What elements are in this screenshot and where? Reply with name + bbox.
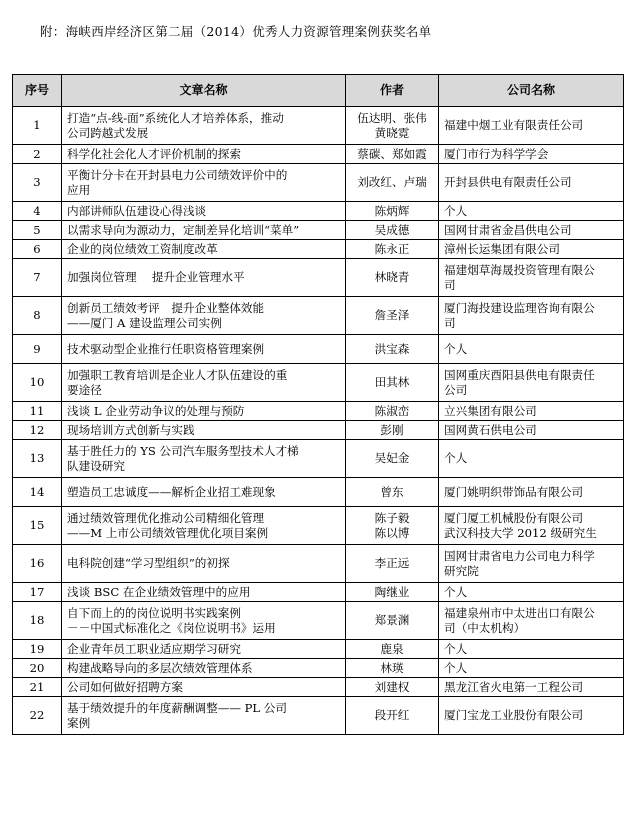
- cell-author: [346, 440, 439, 478]
- cell-index: 4: [13, 202, 62, 221]
- cell-title: [62, 145, 346, 164]
- cell-index: 3: [13, 164, 62, 202]
- title-line: ——厦门 A 建设监理公司实例: [67, 315, 222, 330]
- cell-company: [439, 545, 624, 583]
- author-line: 鹿泉: [380, 641, 404, 656]
- title-line: 案例: [67, 715, 91, 730]
- title-line: 浅谈 L 企业劳动争议的处理与预防: [67, 403, 245, 418]
- cell-company: [439, 583, 624, 602]
- header-author: 作者: [346, 75, 439, 107]
- cell-title: [62, 107, 346, 145]
- table-row: [13, 583, 624, 602]
- table-row: [13, 440, 624, 478]
- table-header-row: [13, 75, 624, 107]
- cell-title: [62, 240, 346, 259]
- cell-company: [439, 659, 624, 678]
- cell-author: [346, 697, 439, 735]
- title-line: 平衡计分卡在开封县电力公司绩效评价中的: [67, 167, 288, 182]
- cell-index: 11: [13, 402, 62, 421]
- author-line: 曾东: [380, 484, 404, 499]
- cell-author: [346, 145, 439, 164]
- cell-title: [62, 335, 346, 364]
- company-line: 个人: [444, 660, 468, 675]
- author-line: 陈以博: [374, 525, 410, 540]
- cell-index: 6: [13, 240, 62, 259]
- cell-index: 2: [13, 145, 62, 164]
- cell-index: 17: [13, 583, 62, 602]
- title-line: 加强职工教育培训是企业人才队伍建设的重: [67, 367, 288, 382]
- cell-index: 7: [13, 259, 62, 297]
- table-row: [13, 659, 624, 678]
- cell-author: [346, 240, 439, 259]
- company-line: 个人: [444, 584, 468, 599]
- cell-title: [62, 697, 346, 735]
- cell-index: 18: [13, 602, 62, 640]
- cell-title: [62, 297, 346, 335]
- cell-company: [439, 402, 624, 421]
- company-line: 个人: [444, 203, 468, 218]
- cell-index: 1: [13, 107, 62, 145]
- company-line: 个人: [444, 341, 468, 356]
- company-line: 福建中烟工业有限责任公司: [444, 118, 584, 132]
- author-line: 陈炳辉: [374, 203, 410, 218]
- title-line: 创新员工绩效考评 提升企业整体效能: [67, 300, 265, 315]
- table-row: [13, 107, 624, 145]
- cell-author: [346, 659, 439, 678]
- title-line: 构建战略导向的多层次绩效管理体系: [67, 660, 253, 675]
- cell-title: [62, 507, 346, 545]
- author-line: 洪宝森: [374, 341, 410, 356]
- author-line: 林晓青: [374, 270, 410, 284]
- header-company: 公司名称: [439, 75, 624, 107]
- cell-index: 15: [13, 507, 62, 545]
- company-line: 厦门宝龙工业股份有限公司: [444, 708, 584, 722]
- cell-index: 16: [13, 545, 62, 583]
- company-line: 个人: [444, 641, 468, 656]
- cell-title: [62, 259, 346, 297]
- company-line: 国网重庆酉阳县供电有限责任: [444, 367, 595, 382]
- cell-index: 10: [13, 364, 62, 402]
- document-title: 附：海峡西岸经济区第二届（2014）优秀人力资源管理案例获奖名单: [40, 24, 432, 39]
- cell-company: [439, 145, 624, 164]
- cell-author: [346, 335, 439, 364]
- company-line: 司: [444, 315, 456, 330]
- author-line: 刘建权: [374, 679, 410, 694]
- author-line: 田其林: [374, 375, 410, 389]
- title-line: 加强岗位管理 提升企业管理水平: [67, 270, 245, 284]
- table-row: [13, 221, 624, 240]
- table-row: [13, 678, 624, 697]
- cell-title: [62, 221, 346, 240]
- cell-company: [439, 335, 624, 364]
- company-line: 厦门姚明织带饰品有限公司: [444, 484, 584, 499]
- award-table: [12, 74, 624, 735]
- author-line: 陈子毅: [374, 510, 410, 525]
- cell-author: [346, 259, 439, 297]
- author-line: 彭刚: [380, 422, 404, 437]
- table-row: [13, 335, 624, 364]
- cell-author: [346, 640, 439, 659]
- header-index: 序号: [13, 75, 62, 107]
- cell-title: [62, 583, 346, 602]
- cell-index: 13: [13, 440, 62, 478]
- author-line: 吴成德: [374, 222, 410, 237]
- title-line: 浅谈 BSC 在企业绩效管理中的应用: [67, 584, 251, 599]
- cell-title: [62, 678, 346, 697]
- cell-company: [439, 221, 624, 240]
- cell-company: [439, 440, 624, 478]
- title-line: 基于绩效提升的年度薪酬调整—— PL 公司: [67, 700, 287, 715]
- title-line: 公司如何做好招聘方案: [67, 679, 183, 694]
- cell-index: 22: [13, 697, 62, 735]
- table-row: [13, 478, 624, 507]
- cell-index: 8: [13, 297, 62, 335]
- cell-title: [62, 659, 346, 678]
- cell-company: [439, 640, 624, 659]
- author-line: 陶继业: [374, 584, 410, 599]
- cell-author: [346, 107, 439, 145]
- cell-author: [346, 221, 439, 240]
- company-line: 国网黄石供电公司: [444, 422, 537, 437]
- title-line: －－中国式标准化之《岗位说明书》运用: [67, 620, 276, 635]
- company-line: 国网甘肃省电力公司电力科学: [444, 548, 595, 563]
- author-line: 刘改红、卢瑞: [357, 175, 427, 189]
- author-line: 林瑛: [380, 660, 404, 675]
- cell-title: [62, 402, 346, 421]
- title-line: 基于胜任力的 YS 公司汽车服务型技术人才梯: [67, 443, 299, 458]
- table-row: [13, 297, 624, 335]
- title-line: 塑造员工忠诚度——解析企业招工难现象: [67, 484, 276, 499]
- table-row: [13, 164, 624, 202]
- cell-company: [439, 259, 624, 297]
- title-line: 要途径: [67, 382, 102, 397]
- author-line: 詹圣泽: [374, 308, 410, 322]
- title-line: 现场培训方式创新与实践: [67, 422, 195, 437]
- cell-index: 14: [13, 478, 62, 507]
- title-line: 以需求导向为源动力，定制差异化培训“菜单”: [67, 222, 300, 237]
- cell-author: [346, 297, 439, 335]
- company-line: 司（中太机构）: [444, 620, 526, 635]
- cell-company: [439, 421, 624, 440]
- header-title: 文章名称: [62, 75, 346, 107]
- title-line: 电科院创建“学习型组织”的初探: [67, 556, 230, 570]
- title-line: 打造“点-线-面”系统化人才培养体系，推动: [67, 110, 284, 125]
- cell-author: [346, 507, 439, 545]
- cell-index: 19: [13, 640, 62, 659]
- cell-company: [439, 478, 624, 507]
- title-line: 科学化社会化人才评价机制的探索: [67, 146, 241, 161]
- company-line: 黑龙江省火电第一工程公司: [444, 679, 584, 694]
- table-row: [13, 640, 624, 659]
- company-line: 厦门厦工机械股份有限公司: [444, 510, 584, 525]
- company-line: 国网甘肃省金昌供电公司: [444, 222, 572, 237]
- cell-company: [439, 107, 624, 145]
- title-line: 技术驱动型企业推行任职资格管理案例: [67, 341, 265, 356]
- title-line: 企业的岗位绩效工资制度改革: [67, 241, 218, 256]
- table-row: [13, 364, 624, 402]
- cell-index: 5: [13, 221, 62, 240]
- company-line: 立兴集团有限公司: [444, 403, 537, 418]
- author-line: 段开红: [374, 708, 410, 722]
- cell-author: [346, 202, 439, 221]
- cell-company: [439, 507, 624, 545]
- cell-index: 21: [13, 678, 62, 697]
- company-line: 厦门市行为科学学会: [444, 146, 549, 161]
- company-line: 厦门海投建设监理咨询有限公: [444, 300, 595, 315]
- table-row: [13, 259, 624, 297]
- title-line: ——M 上市公司绩效管理优化项目案例: [67, 525, 269, 540]
- cell-title: [62, 478, 346, 507]
- company-line: 研究院: [444, 563, 479, 578]
- company-line: 开封县供电有限责任公司: [444, 175, 572, 189]
- author-line: 蔡碳、郑如霞: [357, 146, 427, 161]
- table-row: [13, 697, 624, 735]
- author-line: 黄晓霓: [374, 125, 410, 140]
- table-row: [13, 145, 624, 164]
- cell-company: [439, 678, 624, 697]
- table-body: [13, 107, 624, 735]
- cell-company: [439, 202, 624, 221]
- author-line: 郑景渊: [374, 613, 410, 627]
- company-line: 司: [444, 277, 456, 292]
- cell-index: 9: [13, 335, 62, 364]
- table-row: [13, 202, 624, 221]
- company-line: 武汉科技大学 2012 级研究生: [444, 525, 597, 540]
- title-line: 公司跨越式发展: [67, 125, 149, 140]
- company-line: 福建烟草海晟投资管理有限公: [444, 262, 595, 277]
- title-line: 应用: [67, 182, 91, 197]
- cell-title: [62, 421, 346, 440]
- author-line: 陈永正: [374, 241, 410, 256]
- cell-index: 12: [13, 421, 62, 440]
- cell-title: [62, 202, 346, 221]
- company-line: 漳州长运集团有限公司: [444, 241, 560, 256]
- cell-company: [439, 364, 624, 402]
- author-line: 吴妃金: [374, 451, 410, 465]
- cell-index: 20: [13, 659, 62, 678]
- author-line: 陈淑峦: [374, 403, 410, 418]
- title-line: 通过绩效管理优化推动公司精细化管理: [67, 510, 265, 525]
- title-line: 企业青年员工职业适应期学习研究: [67, 641, 241, 656]
- cell-company: [439, 240, 624, 259]
- title-line: 内部讲师队伍建设心得浅谈: [67, 203, 207, 218]
- cell-title: [62, 364, 346, 402]
- cell-author: [346, 583, 439, 602]
- table-row: [13, 507, 624, 545]
- table-row: [13, 402, 624, 421]
- cell-title: [62, 440, 346, 478]
- cell-author: [346, 478, 439, 507]
- title-line: 队建设研究: [67, 458, 125, 473]
- table-row: [13, 240, 624, 259]
- cell-author: [346, 545, 439, 583]
- cell-title: [62, 602, 346, 640]
- cell-company: [439, 697, 624, 735]
- table-row: [13, 602, 624, 640]
- cell-author: [346, 164, 439, 202]
- company-line: 个人: [444, 451, 468, 465]
- author-line: 伍达明、张伟: [357, 110, 427, 125]
- cell-author: [346, 364, 439, 402]
- cell-company: [439, 602, 624, 640]
- cell-title: [62, 545, 346, 583]
- cell-author: [346, 402, 439, 421]
- cell-title: [62, 640, 346, 659]
- cell-company: [439, 164, 624, 202]
- company-line: 公司: [444, 382, 468, 397]
- cell-author: [346, 602, 439, 640]
- table-row: [13, 421, 624, 440]
- table-row: [13, 545, 624, 583]
- author-line: 李正远: [374, 556, 410, 570]
- cell-title: [62, 164, 346, 202]
- title-line: 自下而上的的岗位说明书实践案例: [67, 605, 241, 620]
- cell-company: [439, 297, 624, 335]
- company-line: 福建泉州市中太进出口有限公: [444, 605, 595, 620]
- cell-author: [346, 678, 439, 697]
- cell-author: [346, 421, 439, 440]
